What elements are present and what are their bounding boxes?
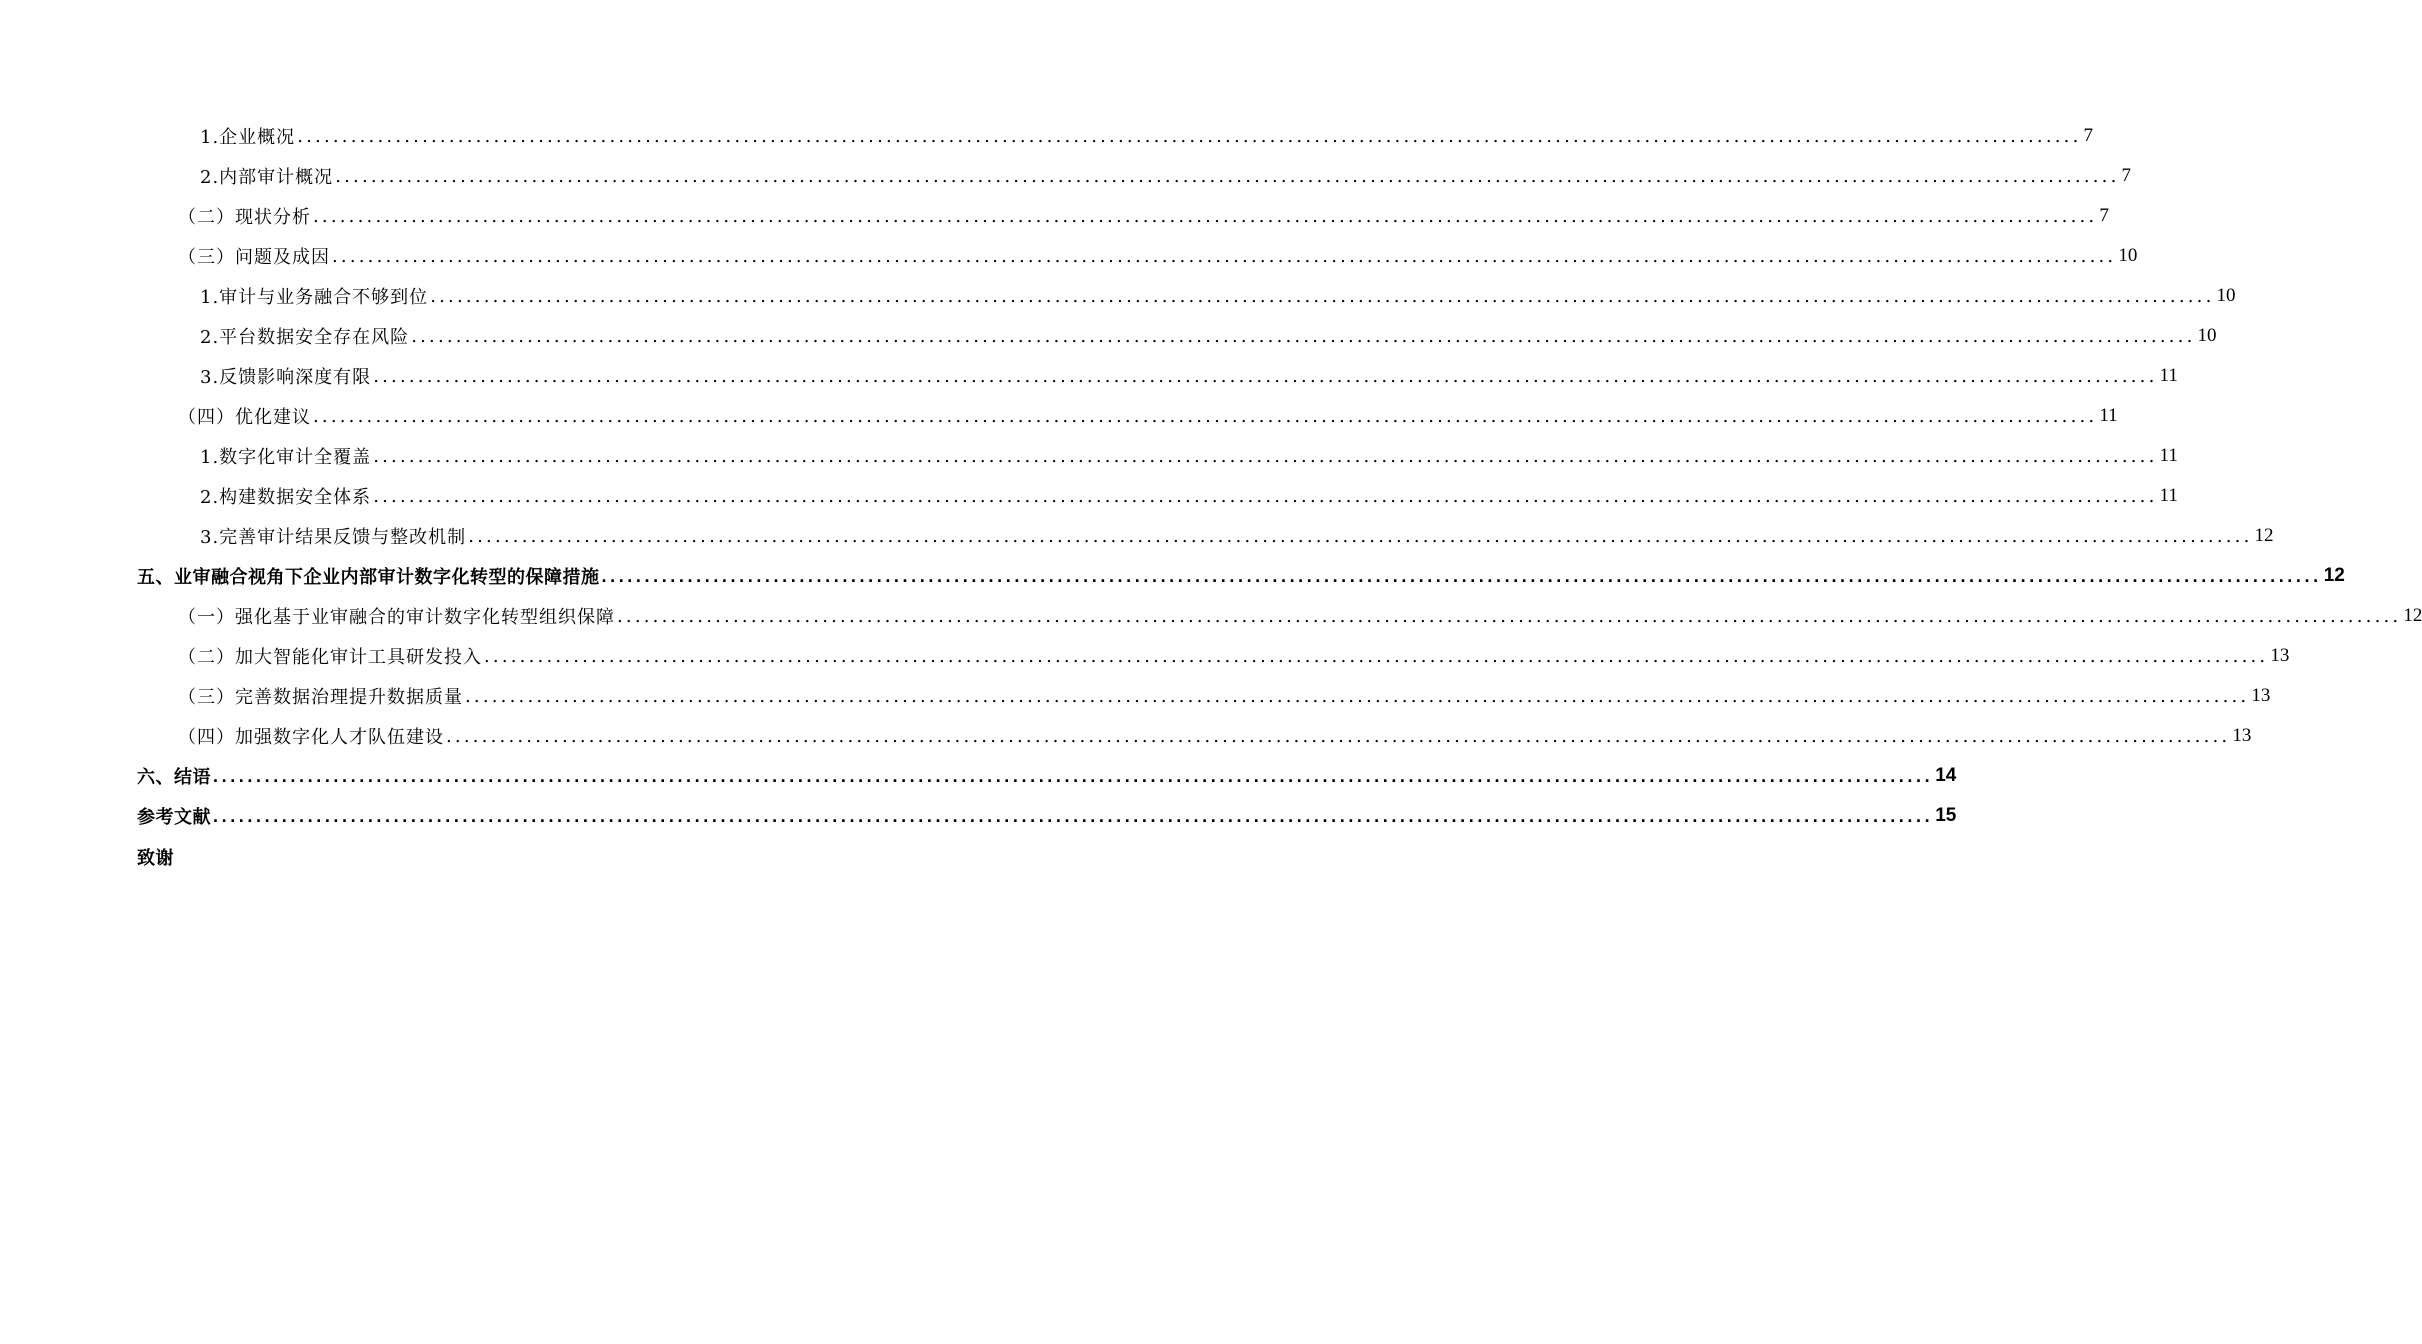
toc-leader-dots: ........................................................................................................................................................................................................ [313,405,2098,427]
toc-page-number: 10 [2118,245,2138,266]
toc-entry[interactable] [178,241,2138,271]
toc-leader-dots: ........................................................................................................................................................................................................ [335,165,2120,187]
toc-entry[interactable] [137,801,1957,831]
toc-page-number: 11 [2159,485,2178,506]
toc-entry-title: 1.审计与业务融合不够到位 [200,287,429,308]
toc-page-number: 10 [2216,285,2236,306]
toc-entry-title: （一）强化基于业审融合的审计数字化转型组织保障 [178,607,615,628]
toc-entry[interactable] [200,441,2178,471]
toc-entry-title: 1.企业概况 [200,127,296,148]
toc-leader-dots: ........................................................................................................................................................................................................ [373,485,2158,507]
toc-entry[interactable] [200,161,2132,191]
toc-entry-title: 3.反馈影响深度有限 [200,367,372,388]
toc-entry-title: 3.完善审计结果反馈与整改机制 [200,527,467,548]
toc-entry-title: 2.构建数据安全体系 [200,487,372,508]
toc-entry-title: （二）现状分析 [178,207,311,228]
toc-entry-title: （三）问题及成因 [178,247,330,268]
toc-entry-title: （四）加强数字化人才队伍建设 [178,727,444,748]
toc-leader-dots: ........................................................................................................................................................................................................ [484,645,2269,667]
toc-entry[interactable] [178,401,2118,431]
toc-entry[interactable] [137,761,1957,791]
toc-entry[interactable] [178,681,2271,711]
toc-page-number: 10 [2197,325,2217,346]
toc-page-number: 12 [2403,605,2422,626]
toc-leader-dots: ........................................................................................................................................................................................................ [430,285,2215,307]
toc-entry-title: 致谢 [137,848,174,869]
toc-entry[interactable] [200,121,2094,151]
toc-page-number: 14 [1935,765,1957,786]
toc-leader-dots: ........................................................................................................................................................................................................ [446,725,2231,747]
toc-leader-dots: ........................................................................................................................................................................................................ [465,685,2250,707]
toc-entry[interactable] [200,361,2178,391]
toc-entry[interactable] [178,201,2109,231]
toc-entry[interactable] [200,321,2217,351]
toc-leader-dots: ........................................................................................................................................................................................................ [468,525,2253,547]
toc-entry-title: （四）优化建议 [178,407,311,428]
toc-leader-dots: ........................................................................................................................................................................................................ [411,325,2196,347]
toc-page-number: 7 [2121,165,2132,186]
toc-leader-dots: ........................................................................................................................................................................................................ [313,205,2098,227]
toc-page-number: 13 [2270,645,2290,666]
toc-page-number: 12 [2323,565,2345,586]
toc-leader-dots: ........................................................................................................................................................................................................ [332,245,2117,267]
toc-leader-dots: ........................................................................................................................................................................................................ [213,765,1934,786]
toc-page-number: 15 [1935,805,1957,826]
toc-page-number: 12 [2254,525,2274,546]
toc-entry-title: 2.平台数据安全存在风险 [200,327,410,348]
toc-leader-dots: ........................................................................................................................................................................................................ [373,445,2158,467]
toc-leader-dots: ........................................................................................................................................................................................................ [601,565,2322,586]
toc-page-number: 13 [2232,725,2252,746]
toc-page-number: 11 [2159,365,2178,386]
toc-entry[interactable] [178,721,2252,751]
toc-entry-title: （二）加大智能化审计工具研发投入 [178,647,482,668]
toc-page-number: 11 [2159,445,2178,466]
toc-entry[interactable] [200,481,2178,511]
toc-entry[interactable] [137,561,2345,591]
toc-entry-title: 1.数字化审计全覆盖 [200,447,372,468]
toc-page-number: 11 [2099,405,2118,426]
toc-entry-title: 2.内部审计概况 [200,167,334,188]
toc-leader-dots: ........................................................................................................................................................................................................ [213,805,1934,826]
toc-entry[interactable] [178,601,2422,631]
toc-entry-title: （三）完善数据治理提升数据质量 [178,687,463,708]
toc-entry-title: 六、结语 [137,767,211,788]
toc-leader-dots: ........................................................................................................................................................................................................ [297,125,2082,147]
toc-page-number: 7 [2083,125,2094,146]
toc-entry-title: 五、业审融合视角下企业内部审计数字化转型的保障措施 [137,567,600,588]
toc-entry[interactable] [178,641,2290,671]
toc-leader-dots: ........................................................................................................................................................................................................ [617,605,2402,627]
toc-entry[interactable] [137,842,850,872]
toc-entry[interactable] [200,521,2274,551]
toc-leader-dots: ........................................................................................................................................................................................................ [373,365,2158,387]
toc-page-number: 7 [2099,205,2109,226]
toc-entry[interactable] [200,281,2236,311]
toc-entry-title: 参考文献 [137,807,211,828]
toc-page-number: 13 [2251,685,2271,706]
